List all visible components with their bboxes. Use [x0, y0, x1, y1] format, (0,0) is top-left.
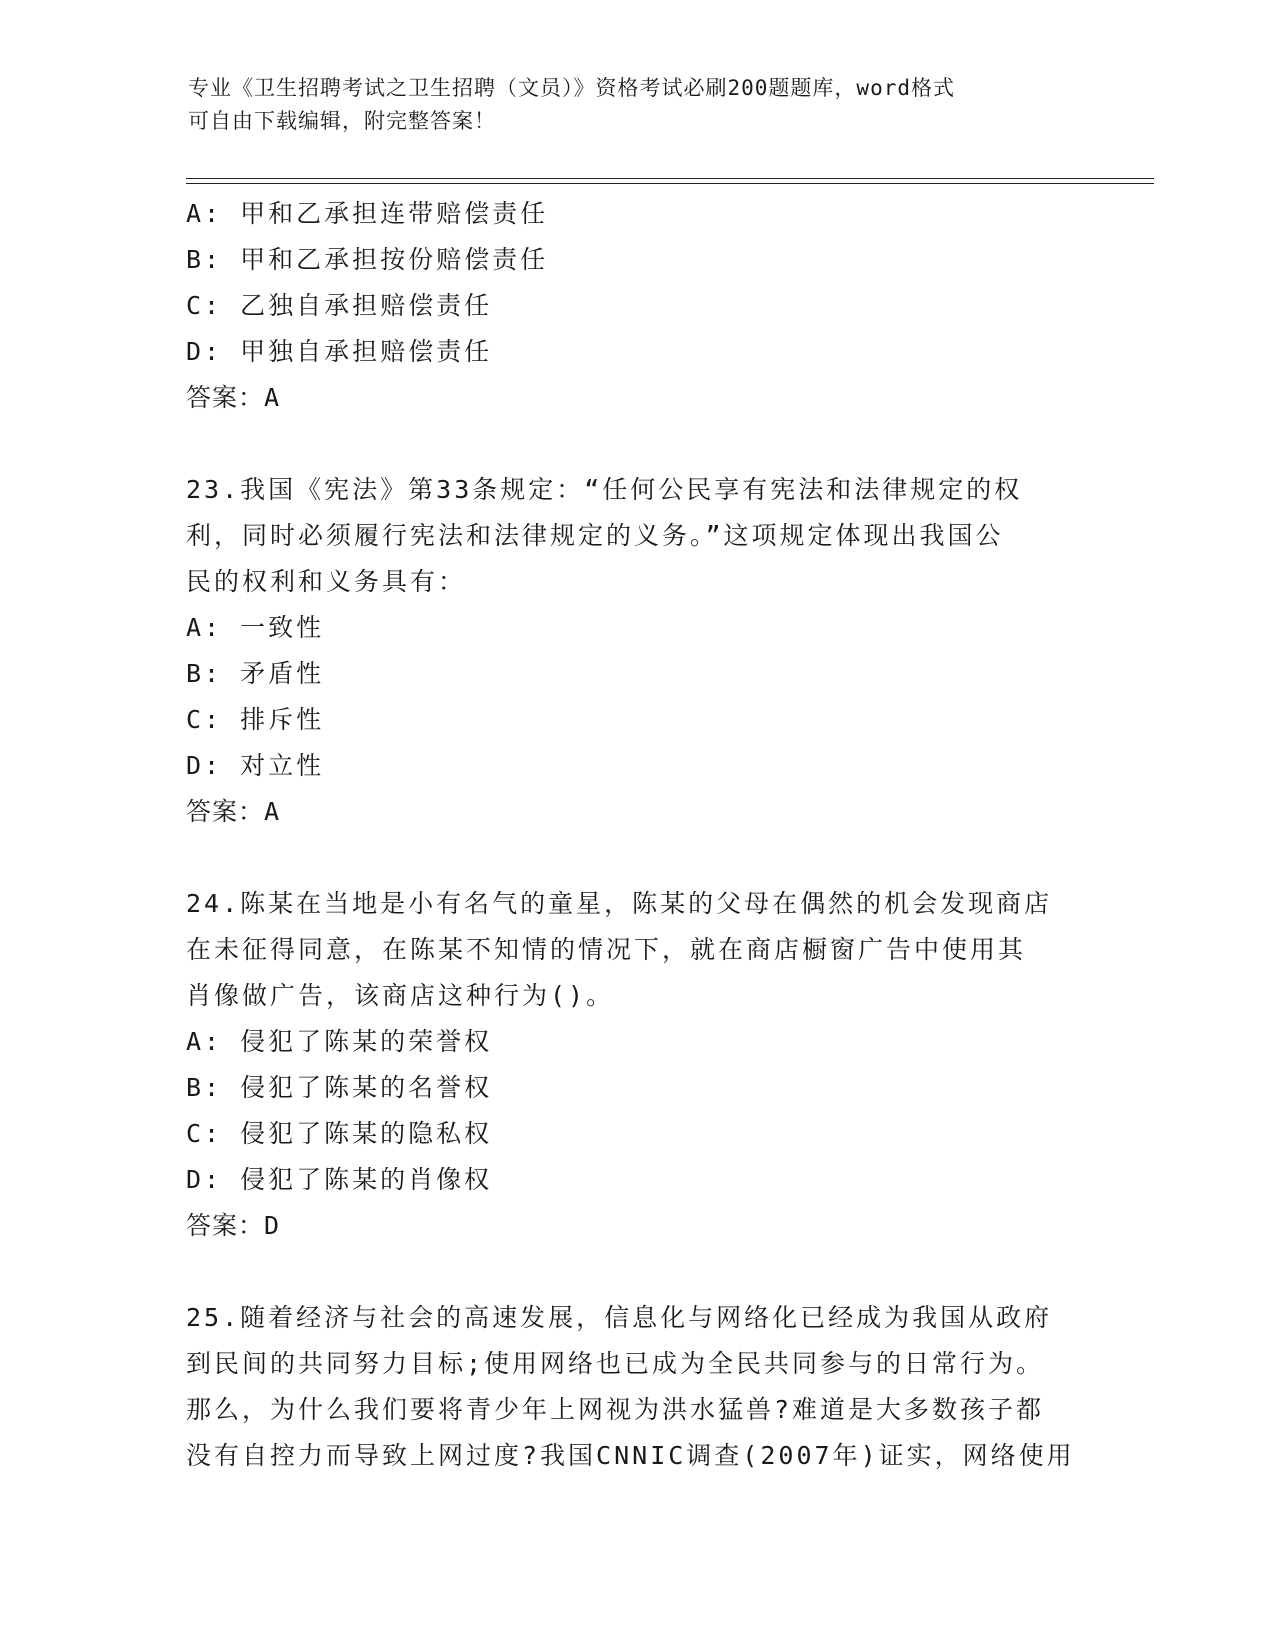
question-stem-line: 肖像做广告，该商店这种行为()。: [186, 981, 615, 1010]
question-25: [186, 1295, 1086, 1479]
header-divider-top: [186, 178, 1154, 179]
spacer: [186, 1249, 1086, 1295]
option-b: B: 侵犯了陈某的名誉权: [186, 1073, 493, 1102]
question-24: [186, 881, 1086, 1249]
answer: 答案：A: [186, 383, 281, 412]
question-stem-line: 没有自控力而导致上网过度?我国CNNIC调查(2007年)证实，网络使用: [186, 1441, 1075, 1470]
question-stem-line: 23.我国《宪法》第33条规定：“任何公民享有宪法和法律规定的权: [186, 475, 1023, 504]
document-body: [186, 191, 1086, 1479]
option-c: C: 乙独自承担赔偿责任: [186, 291, 493, 320]
option-b: B: 甲和乙承担按份赔偿责任: [186, 245, 549, 274]
header-line-1: 专业《卫生招聘考试之卫生招聘（文员）》资格考试必刷200题题库，word格式: [188, 76, 955, 100]
spacer: [186, 835, 1086, 881]
option-c: C: 侵犯了陈某的隐私权: [186, 1119, 493, 1148]
option-a: A: 甲和乙承担连带赔偿责任: [186, 199, 549, 228]
spacer: [186, 421, 1086, 467]
question-stem-line: 利，同时必须履行宪法和法律规定的义务。”这项规定体现出我国公: [186, 521, 1004, 550]
header-line-2: 可自由下载编辑，附完整答案！: [188, 109, 496, 133]
answer: 答案：D: [186, 1211, 281, 1240]
option-a: A: 侵犯了陈某的荣誉权: [186, 1027, 493, 1056]
option-d: D: 甲独自承担赔偿责任: [186, 337, 493, 366]
question-stem-line: 25.随着经济与社会的高速发展，信息化与网络化已经成为我国从政府: [186, 1303, 1053, 1332]
document-header: [188, 72, 1088, 138]
option-a: A: 一致性: [186, 613, 325, 642]
question-23: [186, 467, 1086, 835]
option-d: D: 对立性: [186, 751, 325, 780]
option-c: C: 排斥性: [186, 705, 325, 734]
question-stem-line: 24.陈某在当地是小有名气的童星，陈某的父母在偶然的机会发现商店: [186, 889, 1053, 918]
header-divider-bottom: [186, 183, 1154, 184]
option-d: D: 侵犯了陈某的肖像权: [186, 1165, 493, 1194]
question-stem-line: 民的权利和义务具有：: [186, 567, 467, 596]
question-22: [186, 191, 1086, 421]
question-stem-line: 在未征得同意，在陈某不知情的情况下，就在商店橱窗广告中使用其: [186, 935, 1027, 964]
question-stem-line: 那么，为什么我们要将青少年上网视为洪水猛兽?难道是大多数孩子都: [186, 1395, 1045, 1424]
question-stem-line: 到民间的共同努力目标;使用网络也已成为全民共同参与的日常行为。: [186, 1349, 1045, 1378]
answer: 答案：A: [186, 797, 281, 826]
option-b: B: 矛盾性: [186, 659, 325, 688]
